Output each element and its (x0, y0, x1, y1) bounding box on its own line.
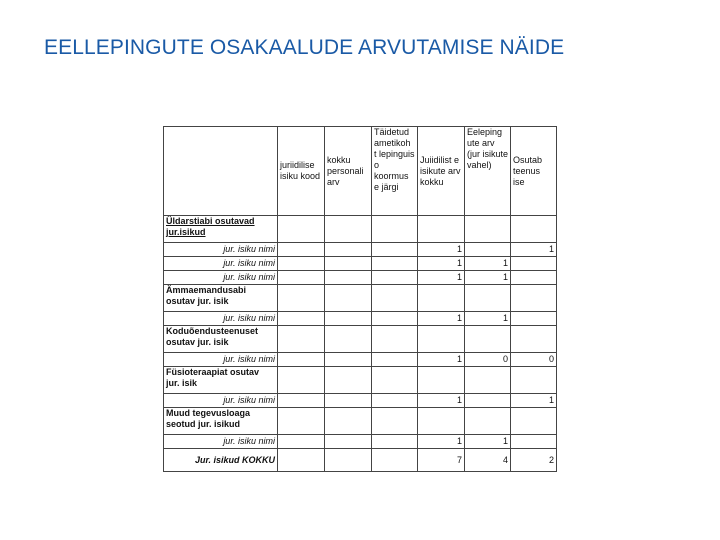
category-label: Muud tegevusloaga seotud jur. isikud (164, 408, 278, 435)
cell-juriidilist: 1 (418, 353, 465, 367)
cell-osutab (511, 271, 557, 285)
total-label: Jur. isikud KOKKU (164, 449, 278, 472)
cell-juriidilist: 1 (418, 435, 465, 449)
cell-eelepingute: 0 (465, 353, 511, 367)
total-juriidilist: 7 (418, 449, 465, 472)
cell-osutab: 1 (511, 394, 557, 408)
cell-juriidilist: 1 (418, 312, 465, 326)
cell-osutab (511, 257, 557, 271)
category-label: Füsioteraapiat osutav jur. isik (164, 367, 278, 394)
data-table (163, 126, 557, 472)
header-corner (164, 127, 278, 216)
table-row (164, 243, 557, 257)
table-row (164, 435, 557, 449)
header-row (164, 127, 557, 216)
header-juriidilist: Juiidilist e isikute arv kokku (418, 127, 465, 216)
header-eelepingute: Eeleping ute arv (jur isikute vahel) (465, 127, 511, 216)
entity-name: jur. isiku nimi (164, 353, 278, 367)
category-label: Ämmaemandusabi osutav jur. isik (164, 285, 278, 312)
cell-eelepingute (465, 394, 511, 408)
category-row (164, 285, 557, 312)
header-personal: kokku personali arv (325, 127, 372, 216)
cell-eelepingute: 1 (465, 312, 511, 326)
cell-osutab: 1 (511, 243, 557, 257)
cell-eelepingute: 1 (465, 271, 511, 285)
table-row (164, 257, 557, 271)
slide-title: EELLEPINGUTE OSAKAALUDE ARVUTAMISE NÄIDE (44, 36, 565, 59)
entity-name: jur. isiku nimi (164, 394, 278, 408)
category-row (164, 216, 557, 243)
table-row (164, 312, 557, 326)
entity-name: jur. isiku nimi (164, 435, 278, 449)
entity-name: jur. isiku nimi (164, 312, 278, 326)
header-kood: juriidilise isiku kood (278, 127, 325, 216)
cell-juriidilist: 1 (418, 257, 465, 271)
cell-osutab (511, 312, 557, 326)
entity-name: jur. isiku nimi (164, 271, 278, 285)
entity-name: jur. isiku nimi (164, 257, 278, 271)
cell-osutab (511, 435, 557, 449)
cell-osutab: 0 (511, 353, 557, 367)
table-row (164, 271, 557, 285)
category-label: Üldarstiabi osutavad jur.isikud (164, 216, 278, 243)
cell-juriidilist: 1 (418, 271, 465, 285)
entity-name: jur. isiku nimi (164, 243, 278, 257)
cell-juriidilist: 1 (418, 394, 465, 408)
category-row (164, 408, 557, 435)
total-eelepingute: 4 (465, 449, 511, 472)
cell-juriidilist: 1 (418, 243, 465, 257)
category-row (164, 326, 557, 353)
cell-eelepingute (465, 243, 511, 257)
cell-eelepingute: 1 (465, 257, 511, 271)
category-label: Koduõendusteenuset osutav jur. isik (164, 326, 278, 353)
category-row (164, 367, 557, 394)
total-osutab: 2 (511, 449, 557, 472)
header-ametikoht: Täidetud ametikoh t lepinguis o koormus e järgi (372, 127, 418, 216)
table-row (164, 353, 557, 367)
table-row (164, 394, 557, 408)
total-row (164, 449, 557, 472)
cell-eelepingute: 1 (465, 435, 511, 449)
header-osutab: Osutab teenus ise (511, 127, 557, 216)
